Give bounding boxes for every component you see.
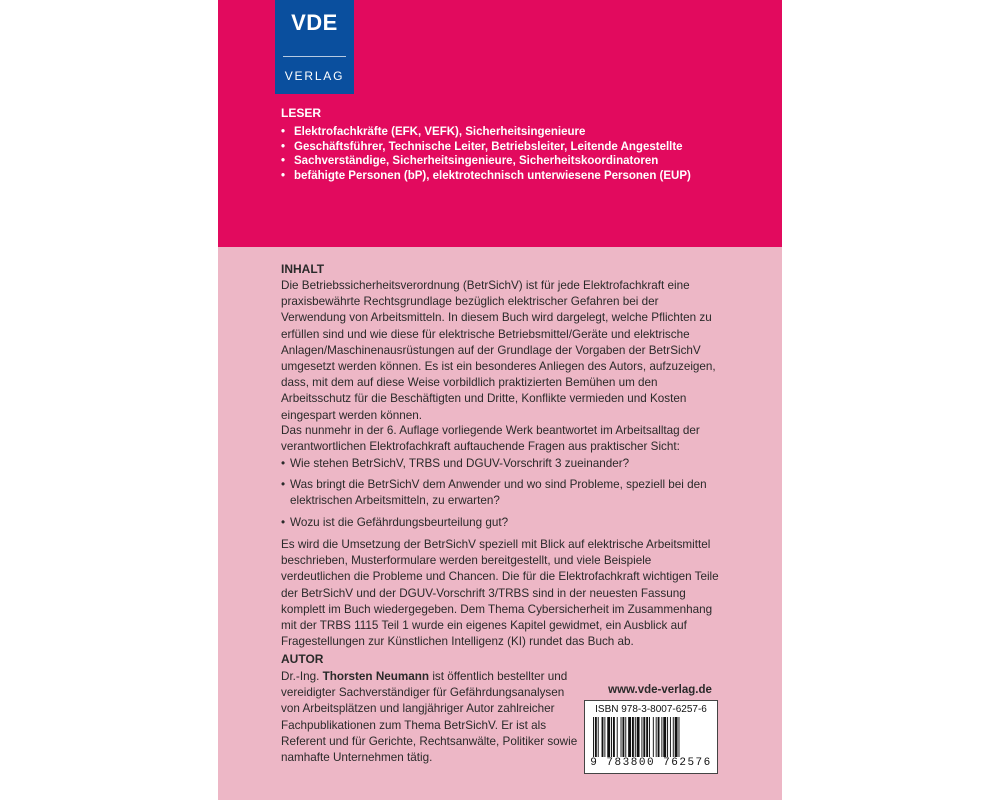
author-paragraph xyxy=(281,669,581,766)
logo-sub: VERLAG xyxy=(284,69,345,83)
barcode-bar xyxy=(632,717,634,757)
barcode-bar xyxy=(646,717,648,757)
barcode-bar xyxy=(661,717,662,757)
readers-list xyxy=(281,125,691,183)
barcode-bars xyxy=(593,717,709,757)
barcode-bar xyxy=(663,717,666,757)
author-heading: AUTOR xyxy=(281,652,324,666)
content-paragraph-3: Es wird die Umsetzung der BetrSichV speziell mit Blick auf elektrische Arbeitsmittel beschrieben, Musterformulare werden bereitgestellt, und viele Beispiele verdeutlichen die Probleme und Chancen. Die für die Elektrofachkraft wichtigen Teile der BetrSichV und der DGUV-Vorschrift 3/TRBS sind in der neuesten Fassung komplett im Buch wiedergegeben. Dem Thema Cybersicherheit im Zusammenhang mit der TRBS 1115 Teil 1 wurde ein eigenes Kapitel gewidmet, ein Ausblick auf Fragestellungen zur Künstlichen Intelligenz (KI) rundet das Buch ab. xyxy=(281,538,719,649)
readers-panel xyxy=(218,0,782,247)
barcode-bar xyxy=(649,717,650,757)
barcode-bar xyxy=(675,717,678,757)
barcode-bar xyxy=(653,717,654,757)
barcode-bar xyxy=(637,717,640,757)
question-item: • Wozu ist die Gefährdungsbeurteilung gut? xyxy=(281,515,721,531)
question-item: • Wie stehen BetrSichV, TRBS und DGUV-Vorschrift 3 zueinander? xyxy=(281,456,721,472)
author-bio: ist öffentlich bestellter und vereidigter Sachverständiger für Gefährdungsanalysen von Arbeitsplätzen und langjähriger Autor zahlreicher Fachpublikationen zum Thema BetrSichV. Er ist als Referent und für Gerichte, Rechtsanwälte, Politiker sowie namhafte Unternehmen tätig. xyxy=(281,670,578,765)
barcode xyxy=(584,700,718,774)
readers-item: • Geschäftsführer, Technische Leiter, Betriebsleiter, Leitende Angestellte xyxy=(281,140,691,155)
isbn-label: ISBN 978-3-8007-6257-6 xyxy=(595,704,707,715)
question-item: • Was bringt die BetrSichV dem Anwender und wo sind Probleme, speziell bei den elektrischen Arbeitsmitteln, zu erwarten? xyxy=(281,477,721,509)
publisher-url[interactable]: www.vde-verlag.de xyxy=(608,684,712,696)
barcode-bar xyxy=(670,717,671,757)
barcode-bar xyxy=(628,717,631,757)
readers-item: • befähigte Personen (bP), elektrotechnisch unterwiesene Personen (EUP) xyxy=(281,169,691,184)
author-name: Thorsten Neumann xyxy=(322,670,430,683)
author-prefix: Dr.-Ing. xyxy=(281,670,323,683)
logo-brand: VDE xyxy=(291,10,338,35)
barcode-bar xyxy=(613,717,615,757)
barcode-bar xyxy=(635,717,636,757)
barcode-bar xyxy=(598,717,599,757)
barcode-bar xyxy=(673,717,674,757)
vde-logo xyxy=(275,0,354,94)
barcode-bar xyxy=(625,717,626,757)
barcode-bar xyxy=(617,717,618,757)
barcode-bar xyxy=(595,717,597,757)
logo-divider xyxy=(283,56,346,57)
questions-list xyxy=(281,456,721,536)
barcode-bar xyxy=(656,717,657,757)
barcode-bar xyxy=(593,717,594,757)
barcode-bar xyxy=(679,717,680,757)
barcode-bar xyxy=(604,717,605,757)
book-back-cover xyxy=(218,0,782,800)
barcode-bar xyxy=(611,717,612,757)
content-heading: INHALT xyxy=(281,262,325,276)
barcode-bar xyxy=(602,717,604,757)
content-paragraph-1: Die Betriebssicherheitsverordnung (BetrSichV) ist für jede Elektrofachkraft eine praxisbewährte Rechtsgrundlage bezüglich elektrischer Gefahren bei der Verwendung von Arbeitsmitteln. In diesem Buch wird dargelegt, welche Pflichten zu erfüllen sind und wie diese für elektrische Betriebsmittel/Geräte und elektrische Anlagen/Maschinenausrüstungen auf der Grundlage der Vorgaben der BetrSichV umgesetzt werden können. Es ist ein besonderes Anliegen des Autors, aufzuzeigen, dass, mit dem auf diese Weise vorbildlich praktizierten Bemühen um den Arbeitsschutz für die Beschäftigten und Dritte, Konflikte vermieden und Kosten eingespart werden können. xyxy=(281,279,716,422)
barcode-bar xyxy=(622,717,624,757)
content-paragraph-2: Das nunmehr in der 6. Auflage vorliegende Werk beantwortet im Arbeitsalltag der verantwortlichen Elektrofachkraft auftauchende Fragen aus praktischer Sicht: xyxy=(281,424,700,454)
barcode-digits: 9 783800 762576 xyxy=(590,757,712,769)
barcode-bar xyxy=(607,717,610,757)
barcode-bar xyxy=(667,717,668,757)
readers-heading: LESER xyxy=(281,106,322,120)
barcode-bar xyxy=(641,717,642,757)
readers-item: • Elektrofachkräfte (EFK, VEFK), Sicherheitsingenieure xyxy=(281,125,691,140)
barcode-bar xyxy=(621,717,622,757)
barcode-bar xyxy=(658,717,660,757)
readers-item: • Sachverständige, Sicherheitsingenieure, Sicherheitskoordinatoren xyxy=(281,154,691,169)
barcode-bar xyxy=(643,717,645,757)
